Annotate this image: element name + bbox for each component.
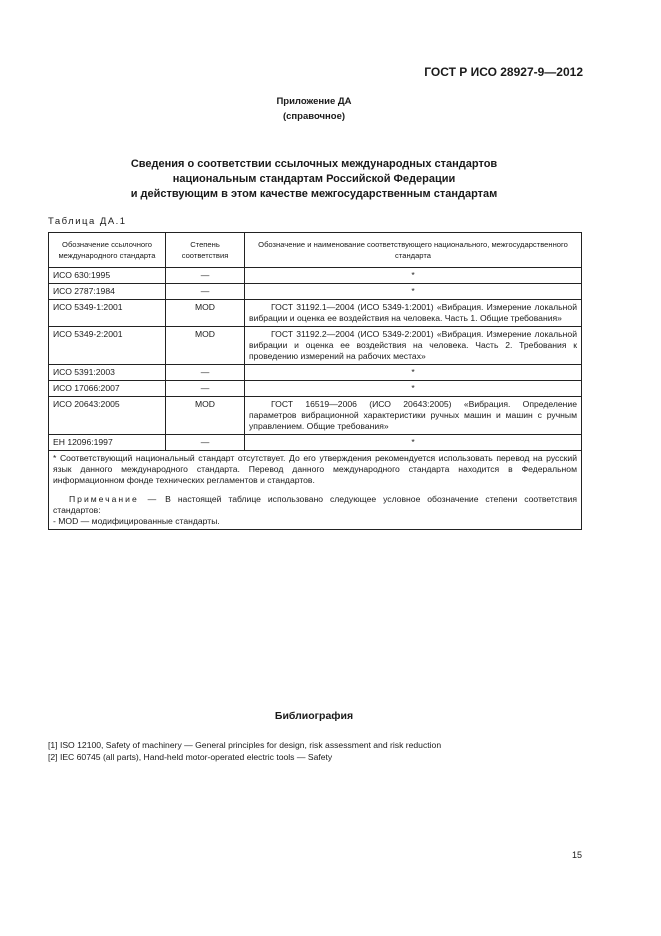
cell-standard: ИСО 20643:2005 xyxy=(49,397,166,435)
bibliography-item: [2] IEC 60745 (all parts), Hand-held motor-operated electric tools — Safety xyxy=(48,752,333,762)
header-international-standard: Обозначение ссылочного международного стандарта xyxy=(49,233,166,268)
table-row xyxy=(49,268,582,284)
cell-national: * xyxy=(245,268,582,284)
appendix-title: Приложение ДА xyxy=(276,96,352,107)
cell-national: * xyxy=(245,381,582,397)
cell-degree: — xyxy=(166,435,245,451)
table-caption: Таблица ДА.1 xyxy=(48,216,127,227)
table-notes-row xyxy=(49,451,582,530)
header-degree: Степень соответствия xyxy=(166,233,245,268)
table-row xyxy=(49,397,582,435)
cell-standard: ИСО 630:1995 xyxy=(49,268,166,284)
section-title-line: национальным стандартам Российской Федерации xyxy=(172,173,456,185)
cell-national: * xyxy=(245,284,582,300)
cell-standard: ИСО 5349-2:2001 xyxy=(49,327,166,365)
table-note xyxy=(53,494,577,516)
header-national-standard: Обозначение и наименование соответствующего национального, межгосударственного стандарта xyxy=(245,233,582,268)
cell-standard: ЕН 12096:1997 xyxy=(49,435,166,451)
cell-standard: ИСО 2787:1984 xyxy=(49,284,166,300)
appendix-subtitle: (справочное) xyxy=(282,111,346,122)
cell-degree: MOD xyxy=(166,397,245,435)
cell-national xyxy=(245,327,582,365)
appendix-heading xyxy=(0,94,628,124)
cell-degree: MOD xyxy=(166,300,245,327)
bibliography-list xyxy=(48,739,441,763)
cell-standard: ИСО 5349-1:2001 xyxy=(49,300,166,327)
cell-national xyxy=(245,397,582,435)
cell-standard: ИСО 5391:2003 xyxy=(49,365,166,381)
table-row xyxy=(49,381,582,397)
note-label: Примечание — xyxy=(69,494,159,504)
cell-degree: MOD xyxy=(166,327,245,365)
note-text: В настоящей таблице использовано следующее условное обозначение степени соответствия стандартов: xyxy=(53,494,577,515)
table-row xyxy=(49,365,582,381)
cell-degree: — xyxy=(166,284,245,300)
table-row xyxy=(49,327,582,365)
national-text: ГОСТ 16519—2006 (ИСО 20643:2005) «Вибрация. Определение параметров вибрационной характеристики ручных машин и машин с ручным управлением. Общие требования» xyxy=(249,399,577,431)
table-header-row xyxy=(49,233,582,268)
table-notes xyxy=(49,451,582,530)
cell-national: * xyxy=(245,365,582,381)
document-code: ГОСТ Р ИСО 28927-9—2012 xyxy=(424,65,583,79)
cell-degree: — xyxy=(166,365,245,381)
cell-degree: — xyxy=(166,381,245,397)
note-item: - MOD — модифицированные стандарты. xyxy=(53,516,220,526)
bibliography-item: [1] ISO 12100, Safety of machinery — General principles for design, risk assessment and risk reduction xyxy=(48,740,442,750)
table-row xyxy=(49,300,582,327)
section-title-line: Сведения о соответствии ссылочных международных стандартов xyxy=(130,158,498,170)
cell-degree: — xyxy=(166,268,245,284)
bibliography-title: Библиография xyxy=(274,710,354,722)
table-row xyxy=(49,284,582,300)
national-text: ГОСТ 31192.1—2004 (ИСО 5349-1:2001) «Вибрация. Измерение локальной вибрации и оценка ее воздействия на человека. Часть 1. Общие требования» xyxy=(249,302,577,323)
cell-national: * xyxy=(245,435,582,451)
table-row xyxy=(49,435,582,451)
table-footnote: * Соответствующий национальный стандарт отсутствует. До его утверждения рекомендуется использовать перевод на русский язык данного международного стандарта. Перевод данного международного стандарта находится в Федеральном информационном фонде технических регламентов и стандартов. xyxy=(53,453,577,485)
section-title-line: и действующим в этом качестве межгосударственным стандартам xyxy=(130,188,498,200)
section-title xyxy=(0,157,628,202)
national-text: ГОСТ 31192.2—2004 (ИСО 5349-2:2001) «Вибрация. Измерение локальной вибрации и оценка ее воздействия на человека. Часть 2. Требования к проведению измерений на рабочих местах» xyxy=(249,329,577,361)
cell-standard: ИСО 17066:2007 xyxy=(49,381,166,397)
page-number: 15 xyxy=(572,850,583,860)
correspondence-table xyxy=(48,232,582,530)
cell-national xyxy=(245,300,582,327)
